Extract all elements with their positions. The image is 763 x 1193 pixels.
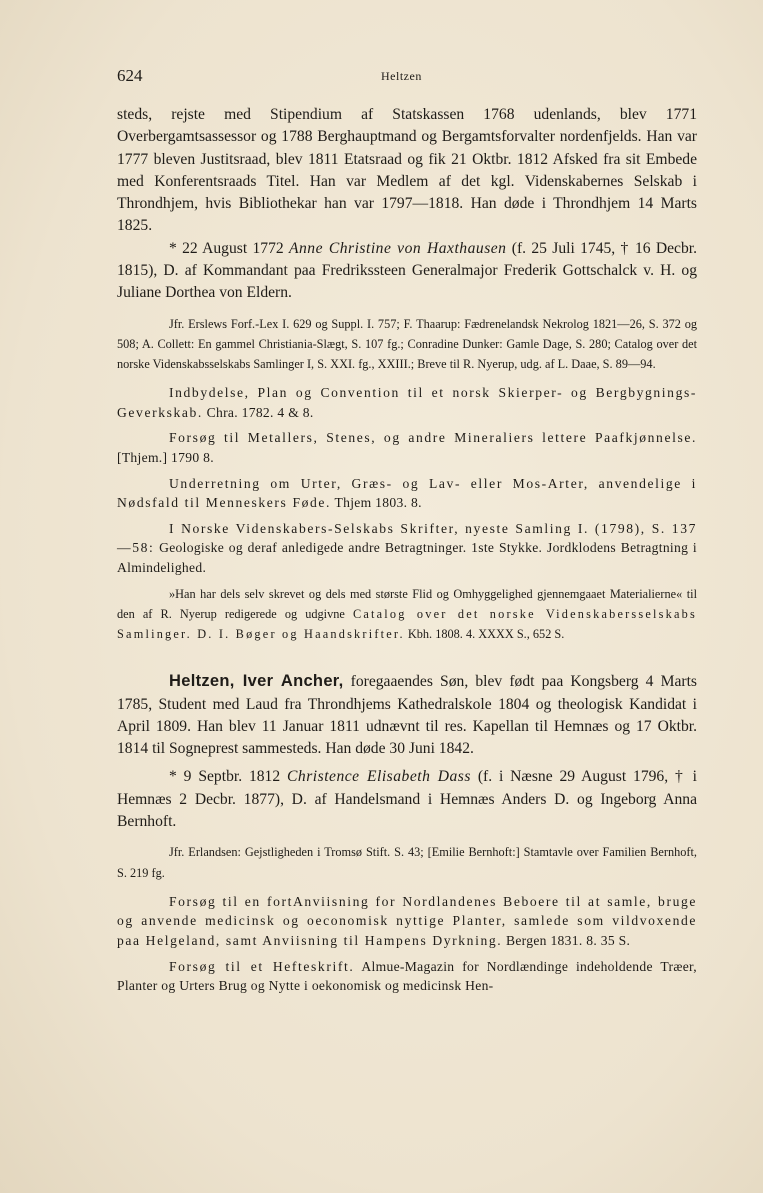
- prev-entry-marriage: [117, 238, 697, 305]
- work-title: Forsøg til et Hefteskrift.: [169, 958, 355, 974]
- work-title: Underretning om Urter, Græs- og Lav- eller Mos-Arter, anvendelige i Nødsfald til Menneskers Føde.: [117, 475, 697, 511]
- work-details: Geologiske og deraf anledigede andre Betragtninger. 1ste Stykke. Jordklodens Betragtning i Almindelighed.: [117, 540, 697, 576]
- main-entry-marriage: [117, 766, 697, 833]
- note-catalog-title: Catalog over det norske Videnskabersselskabs Samlinger. D. I. Bøger og Haandskrifter.: [117, 606, 697, 642]
- work-item: [117, 892, 697, 951]
- spouse-name: Anne Christine von Haxthausen: [288, 239, 507, 257]
- marriage-date: * 9 Septbr. 1812: [169, 768, 281, 786]
- work-title: Forsøg til en fortAnviisning for Nordlandenes Beboere til at samle, bruge og anvende medicinsk og oeconomisk nyttige Planter, samlede som vildvoxende paa Helgeland, samt Anviisning til Hampens Dyrkning.: [117, 893, 697, 948]
- work-details: [Thjem.] 1790 8.: [117, 450, 214, 466]
- work-details: Bergen 1831. 8. 35 S.: [505, 932, 631, 948]
- work-details: Almue-Magazin for Nordlændinge indeholdende Træer, Planter og Urters Brug og Nytte i oekonomisk og medicinsk Hen-: [117, 958, 698, 994]
- entry-bio-text: foregaaendes Søn, blev født paa Kongsberg 4 Marts 1785, Student med Laud fra Throndhjems Kathedralskole 1804 og theologisk Kandidat i April 1809. Han blev 11 Januar 1811 udnævnt til res. Kapellan til Hemnæs og 17 Oktbr. 1814 til Sogneprest sammesteds. Han døde 30 Juni 1842.: [117, 673, 698, 758]
- entry-heading-name: Heltzen, Iver Ancher,: [169, 672, 344, 691]
- marriage-details: (f. 25 Juli 1745, † 16 Decbr. 1815), D. af Kommandant paa Fredrikssteen Generalmajor Frederik Gottschalck v. H. og Juliane Dorthea von Eldern.: [117, 239, 698, 302]
- note-imprint: Kbh. 1808. 4. XXXX S., 652 S.: [407, 627, 565, 642]
- work-item: [117, 428, 697, 467]
- prev-entry-references: Jfr. Erslews Forf.-Lex I. 629 og Suppl. I. 757; F. Thaarup: Fædrenelandsk Nekrolog 1821—26, S. 372 og 508; A. Collett: En gammel Christiania-Slægt, S. 107 fg.; Conradine Dunker: Gamle Dage, S. 280; Catalog over det norske Videnskabsselskabs Samlinger I, S. XXI. fg., XXIII.; Breve til R. Nyerup, udg. af L. Daae, S. 89—94.: [117, 316, 697, 372]
- work-item: [117, 474, 697, 513]
- marriage-details: (f. i Næsne 29 August 1796, † i Hemnæs 2 Decbr. 1877), D. af Handelsmand i Hemnæs Anders D. og Ingeborg Anna Bernhoft.: [117, 768, 697, 831]
- page-header: [117, 66, 667, 90]
- work-title: Indbydelse, Plan og Convention til et norsk Skierper- og Bergbygnings-Geverkskab.: [117, 385, 697, 420]
- prev-entry-bio: steds, rejste med Stipendium af Statskassen 1768 udenlands, blev 1771 Overbergamtsassessor og 1788 Berghauptmand og Bergamtsforvalter nordenfjelds. Han var 1777 bleven Justitsraad, blev 1811 Etatsraad og fik 21 Oktbr. 1812 Afsked fra sit Embede med Konferentsraads Titel. Han var Medlem af det kgl. Videnskabernes Selskab i Throndhjem, hvis Bibliothekar han var 1797—1818. Han døde i Throndhjem 14 Marts 1825.: [117, 106, 697, 235]
- work-title: Forsøg til Metallers, Stenes, og andre Mineraliers lettere Paafkjønnelse.: [169, 430, 697, 446]
- main-entry-bio: [117, 670, 697, 760]
- work-details: Thjem 1803. 8.: [334, 495, 422, 511]
- page-number: 624: [117, 66, 143, 85]
- work-item: [117, 519, 697, 578]
- spouse-name: Christence Elisabeth Dass: [287, 768, 471, 786]
- running-head: Heltzen: [381, 69, 422, 83]
- work-details: Chra. 1782. 4 & 8.: [206, 404, 314, 420]
- work-title: I Norske Videnskabers-Selskabs Skrifter, nyeste Samling I. (1798), S. 137—58:: [117, 520, 697, 556]
- marriage-date: * 22 August 1772: [169, 239, 284, 257]
- text-block: [117, 104, 697, 996]
- work-item: [117, 957, 697, 996]
- work-item: [117, 383, 697, 422]
- prev-entry-note: [117, 584, 697, 645]
- main-entry-references: Jfr. Erlandsen: Gejstligheden i Tromsø Stift. S. 43; [Emilie Bernhoft:] Stamtavle over Familien Bernhoft, S. 219 fg.: [117, 845, 697, 880]
- note-text: »Han har dels selv skrevet og dels med største Flid og Omhyggelighed gjennemgaaet Materialierne« til den af R. Nyerup redigerede og udgivne: [117, 586, 697, 621]
